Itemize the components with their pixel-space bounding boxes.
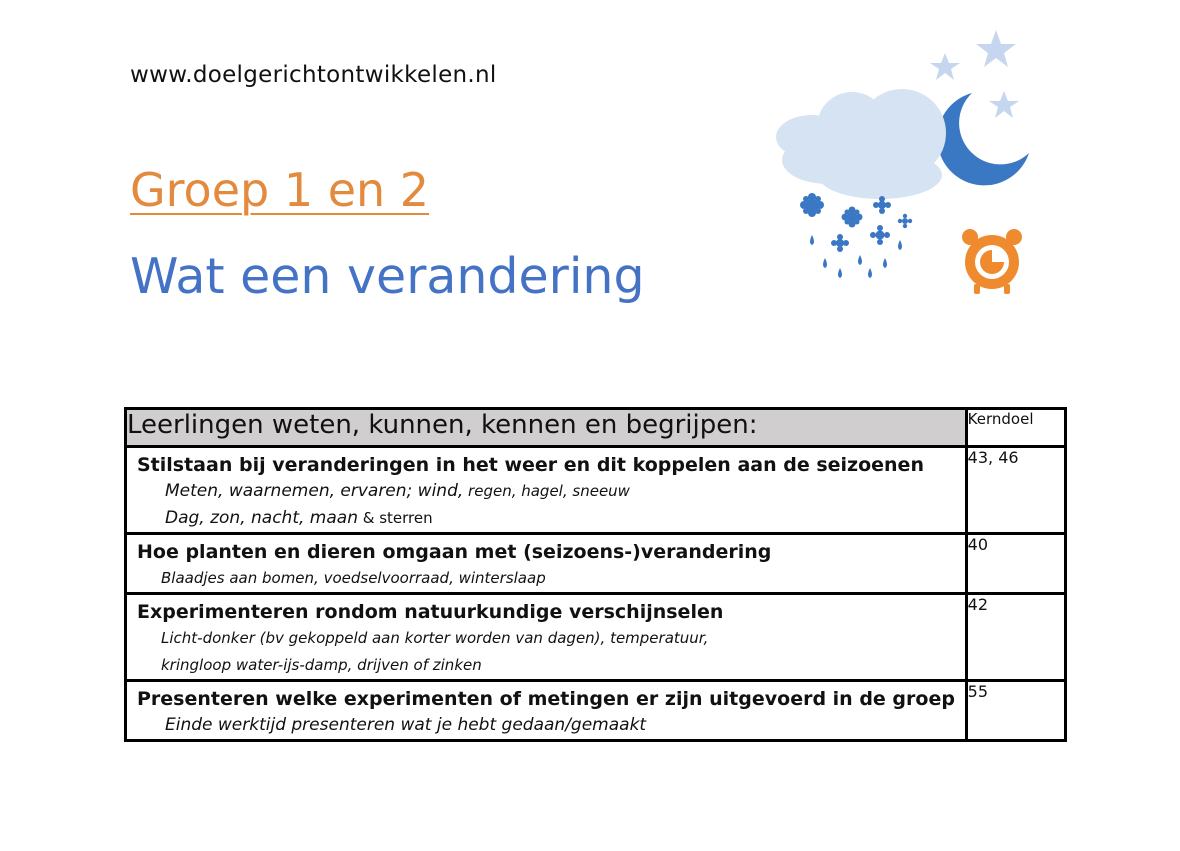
goal-title: Hoe planten en dieren omgaan met (seizoens-)verandering (137, 541, 772, 563)
kerndoel-value: 42 (966, 594, 1065, 681)
goal-detail: kringloop water-ijs-damp, drijven of zinken (161, 656, 482, 674)
goal-cell (126, 681, 967, 741)
raindrop-icon (883, 258, 887, 268)
raindrop-icon (838, 268, 842, 278)
kerndoel-value: 55 (966, 681, 1065, 741)
goal-title: Stilstaan bij veranderingen in het weer en dit koppelen aan de seizoenen (137, 454, 924, 476)
table-row (126, 447, 1066, 534)
table-row (126, 534, 1066, 594)
kerndoel-header: Kerndoel (966, 409, 1065, 447)
table-header-row (126, 409, 1066, 447)
website-url: www.doelgerichtontwikkelen.nl (130, 62, 497, 88)
moon-icon (937, 93, 1029, 185)
cloud-icon (776, 89, 946, 199)
goal-detail: Dag, zon, nacht, maan & sterren (165, 508, 433, 528)
goal-cell (126, 594, 967, 681)
kerndoel-value: 40 (966, 534, 1065, 594)
raindrop-icon (858, 255, 862, 265)
raindrop-icon (868, 268, 872, 278)
snowflake-icon (831, 234, 849, 252)
table-header: Leerlingen weten, kunnen, kennen en begrijpen: (126, 409, 967, 447)
table-row (126, 681, 1066, 741)
raindrop-icon (810, 235, 814, 245)
goal-detail: Meten, waarnemen, ervaren; wind, regen, hagel, sneeuw (165, 481, 630, 501)
snowflake-icon (870, 225, 890, 245)
alarm-clock-icon (962, 229, 1022, 294)
goal-title: Experimenteren rondom natuurkundige verschijnselen (137, 601, 724, 623)
goal-detail: Einde werktijd presenteren wat je hebt gedaan/gemaakt (165, 715, 647, 735)
raindrop-icon (823, 258, 827, 268)
group-title: Groep 1 en 2 (130, 163, 430, 217)
snowflake-icon (898, 214, 912, 228)
goal-detail: Licht-donker (bv gekoppeld aan korter worden van dagen), temperatuur, (161, 629, 709, 647)
page-subtitle: Wat een verandering (130, 248, 645, 305)
star-icon (989, 91, 1019, 118)
goal-cell (126, 447, 967, 534)
star-icon (976, 30, 1016, 67)
learning-goals-table (124, 407, 1067, 742)
goal-title: Presenteren welke experimenten of metingen er zijn uitgevoerd in de groep (137, 688, 955, 710)
kerndoel-value: 43, 46 (966, 447, 1065, 534)
snowflake-icon (842, 207, 863, 228)
snowflake-icon (800, 193, 824, 217)
table-row (126, 594, 1066, 681)
star-icon (930, 53, 960, 80)
raindrop-icon (898, 240, 902, 250)
weather-illustration (770, 25, 1060, 315)
goal-detail: Blaadjes aan bomen, voedselvoorraad, winterslaap (161, 569, 546, 587)
goal-cell (126, 534, 967, 594)
